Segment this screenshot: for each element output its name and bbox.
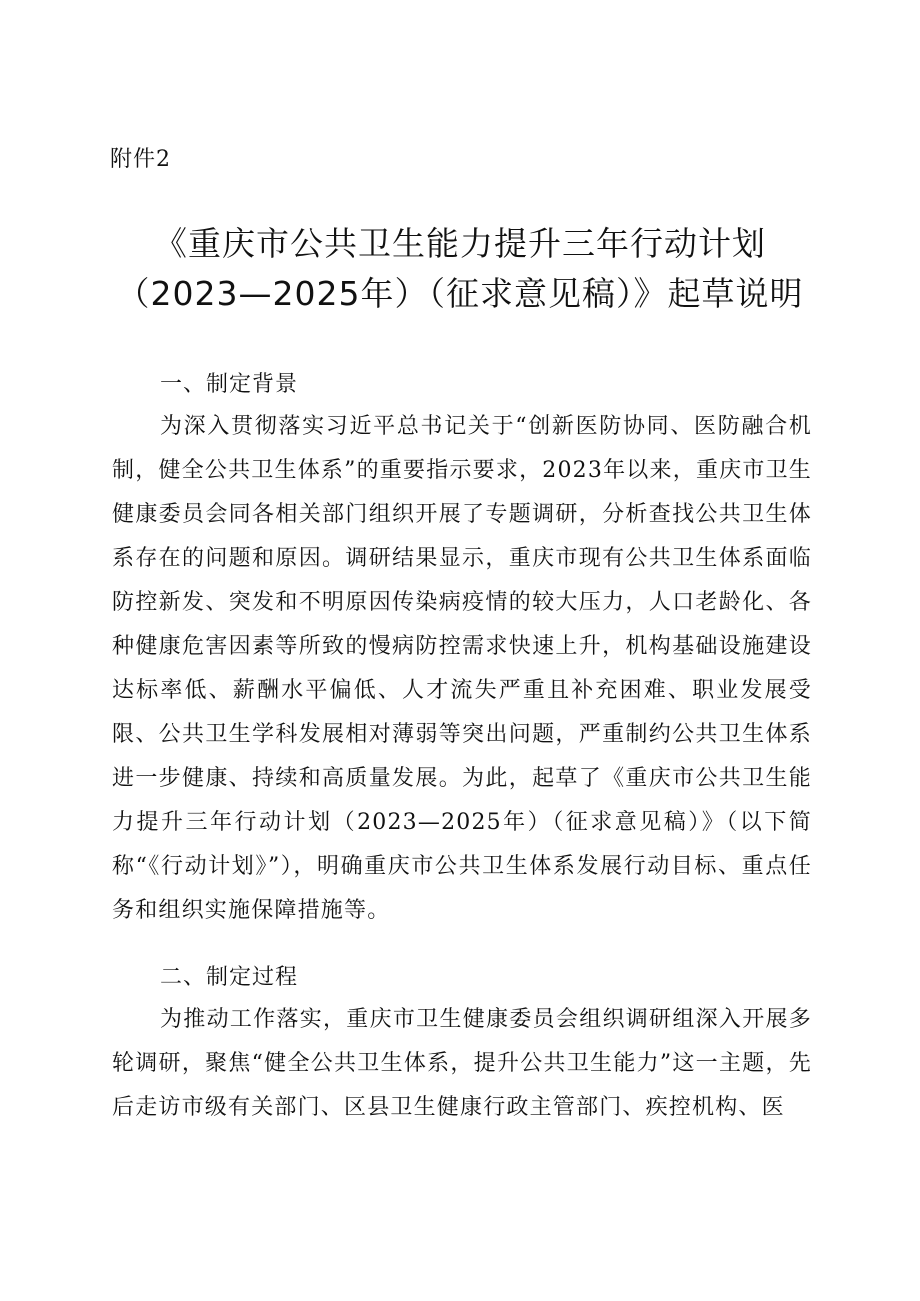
- section-paragraph-background: 为深入贯彻落实习近平总书记关于“创新医防协同、医防融合机制，健全公共卫生体系”的重要指示要求，2023年以来，重庆市卫生健康委员会同各相关部门组织开展了专题调研，分析查找公共卫生体系存在的问题和原因。调研结果显示，重庆市现有公共卫生体系面临防控新发、突发和不明原因传染病疫情的较大压力，人口老龄化、各种健康危害因素等所致的慢病防控需求快速上升，机构基础设施建设达标率低、薪酬水平偏低、人才流失严重且补充困难、职业发展受限、公共卫生学科发展相对薄弱等突出问题，严重制约公共卫生体系进一步健康、持续和高质量发展。为此，起草了《重庆市公共卫生能力提升三年行动计划（2023—2025年）（征求意见稿）》（以下简称“《行动计划》”），明确重庆市公共卫生体系发展行动目标、重点任务和组织实施保障措施等。: [112, 414, 812, 923]
- attachment-label: 附件2: [110, 147, 171, 172]
- section-heading-process: 二、制定过程: [160, 965, 299, 990]
- section-heading-background: 一、制定背景: [160, 372, 299, 397]
- document-title-line-2: （2023—2025年）（征求意见稿）》起草说明: [116, 274, 804, 313]
- document-title-line-1: 《重庆市公共卫生能力提升三年行动计划: [154, 224, 766, 263]
- section-paragraph-process: 为推动工作落实，重庆市卫生健康委员会组织调研组深入开展多轮调研，聚焦“健全公共卫生体系，提升公共卫生能力”这一主题，先后走访市级有关部门、区县卫生健康行政主管部门、疾控机构、医: [112, 1007, 812, 1120]
